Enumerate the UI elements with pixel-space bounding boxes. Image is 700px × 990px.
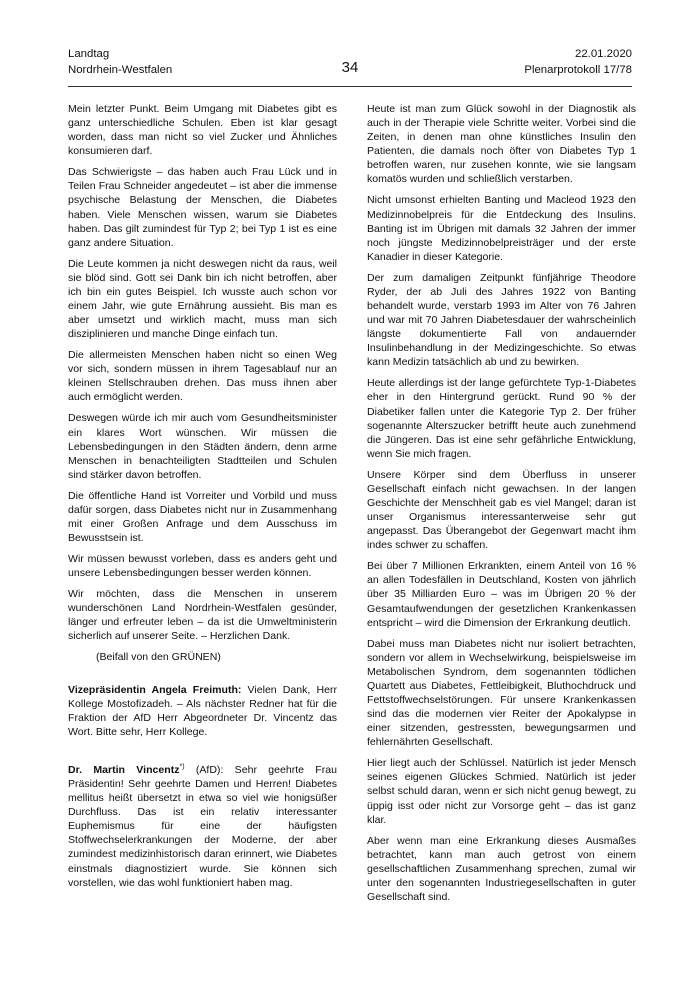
paragraph: Unsere Körper sind dem Überfluss in unserer Gesellschaft einfach nicht gewachsen. In der langen Geschichte der Menschheit gab es viel Mangel; daran ist unser Organismus interessanterweise sehr gut angepasst. Das Überangebot der Gegenwart macht ihm indes schwer zu schaffen. bbox=[367, 468, 636, 552]
paragraph: Die öffentliche Hand ist Vorreiter und Vorbild und muss dafür sorgen, dass Diabetes nicht nur in Zusammenhang mit einer Großen Anfrage und dem Ausschuss im Bewusstsein ist. bbox=[68, 489, 337, 545]
paragraph: Mein letzter Punkt. Beim Umgang mit Diabetes gibt es ganz unterschiedliche Schulen. Eben ist klar gesagt worden, dass man nicht so viel Zucker und Ähnliches konsumieren darf. bbox=[68, 103, 337, 158]
page-header bbox=[68, 46, 632, 84]
paragraph: Wir müssen bewusst vorleben, dass es anders geht und unsere Lebensbedingungen besser werden können. bbox=[68, 553, 337, 580]
vice-president-text: Vielen Dank, Herr Kollege Mostofizadeh. – Als nächster Redner hat für die Fraktion der AfD Herr Abgeordneter Dr. Vincentz das Wort. Bitte sehr, Herr Kollege. bbox=[68, 683, 337, 738]
paragraph: Der zum damaligen Zeitpunkt fünfjährige Theodore Ryder, der ab Juli des Jahres 1922 von Banting behandelt wurde, verstarb 1993 im Alter von 76 Jahren und war mit 70 Jahren Diabetesdauer der wahrscheinlich längste dokumentierte Fall von andauernder Insulinbehandlung in der Medizingeschichte. So etwas kann Medizin tatsächlich ab und zu bewirken. bbox=[367, 271, 636, 369]
header-divider bbox=[68, 86, 632, 87]
header-right bbox=[524, 46, 632, 78]
paragraph: Heute ist man zum Glück sowohl in der Diagnostik als auch in der Therapie viele Schritte weiter. Vorbei sind die Zeiten, in denen man ohne künstliches Insulin den Patienten, die damals noch öfter von Diabetes Typ 1 betroffen waren, nur zusehen konnte, wie sie langsam komatös wurden und schließlich verstarben. bbox=[367, 103, 636, 186]
paragraph: Bei über 7 Millionen Erkrankten, einem Anteil von 16 % an allen Todesfällen in Deutschland, Kosten von jährlich über 35 Milliarden Euro – was im Übrigen 20 % der Gesamtaufwendungen der gesetzlichen Krankenkassen entspricht – wird die Dimension der Erkrankung deutlich. bbox=[367, 560, 636, 629]
paragraph: Deswegen würde ich mir auch vom Gesundheitsminister ein klares Wort wünschen. Wir müssen die Lebensbedingungen in den Städten ändern, denn arme Menschen in benachteiligten Stadtteilen und Schulen sind stärker davon betroffen. bbox=[68, 412, 337, 481]
paragraph: Aber wenn man eine Erkrankung dieses Ausmaßes betrachtet, kann man auch getrost von einem gesellschaftlichen Zusammenhang sprechen, zumal wir unter den sogenannten Industriegesellschaften in guter Gesellschaft sind. bbox=[367, 834, 636, 903]
vice-president-name: Vizepräsidentin Angela Freimuth: bbox=[68, 683, 242, 696]
speaker-footnote-marker: *) bbox=[179, 763, 185, 771]
speaker-name: Dr. Martin Vincentz bbox=[68, 763, 180, 776]
paragraph: Wir möchten, dass die Menschen in unserem wunderschönen Land Nordrhein-Westfalen gesünder, länger und erfreuter leben – da ist die Umweltministerin sicherlich auf unserer Seite. – Herzlichen Dank. bbox=[68, 588, 337, 643]
protocol-number: Plenarprotokoll 17/78 bbox=[524, 64, 632, 76]
left-column bbox=[68, 102, 337, 897]
paragraph: Die Leute kommen ja nicht deswegen nicht da raus, weil sie blöd sind. Gott sei Dank bin ich nicht betroffen, aber ich bin ein gutes Beispiel. Ich wusste auch schon vor einem Jahr, wie gute Ernährung aussieht. Bis man es aber umsetzt und wirklich macht, muss man sich disziplinieren und manche Dinge einfach tun. bbox=[68, 257, 337, 341]
applause-note: (Beifall von den GRÜNEN) bbox=[96, 651, 221, 664]
right-column bbox=[367, 102, 636, 911]
state-name: Nordrhein-Westfalen bbox=[68, 64, 173, 76]
session-date: 22.01.2020 bbox=[574, 48, 632, 60]
paragraph: Die allermeisten Menschen haben nicht so einen Weg vor sich, sondern müssen in ihrem Tagesablauf nur an kleinen Stellschrauben drehen. Das muss ihnen aber auch ermöglicht werden. bbox=[68, 349, 337, 404]
paragraph: Hier liegt auch der Schlüssel. Natürlich ist jeder Mensch seines eigenen Glückes Schmied. Natürlich ist jeder selbst schuld daran, wenn er sich nicht genug bewegt, zu üppig isst oder nicht zur Vorsorge geht – das ist ganz klar. bbox=[367, 757, 636, 826]
paragraph: Heute allerdings ist der lange gefürchtete Typ-1-Diabetes eher in den Hintergrund gerückt. Rund 90 % der Diabetiker fallen unter die Kategorie Typ 2. Der früher sogenannte Alterszucker betrifft heute auch zunehmend die Jüngeren. Das ist eine sehr gefährliche Entwicklung, wenn Sie mich fragen. bbox=[367, 377, 636, 460]
paragraph: Nicht umsonst erhielten Banting und Macleod 1923 den Medizinnobelpreis für die Entdeckung des Insulins. Banting ist im Übrigen mit damals 32 Jahren der immer noch jüngste Medizinnobelpreisträger und der erste Kanadier in dieser Kategorie. bbox=[367, 194, 636, 263]
speaker-statement bbox=[68, 763, 337, 890]
speaker-text: (AfD): Sehr geehrte Frau Präsidentin! Sehr geehrte Damen und Herren! Diabetes mellitus heißt übersetzt in etwa so viel wie honigsüßer Durchfluss. Das ist ein relativ interessanter Euphemismus für eine der häufigsten Stoffwechselerkrankungen der Moderne, der aber zumindest medizinhistorisch daran erinnert, wie Diabetes einstmals diagnostiziert wurde. Sie können sich vorstellen, wie das wohl funktioniert haben mag. bbox=[68, 763, 337, 889]
parliament-name: Landtag bbox=[68, 48, 110, 60]
vice-president-statement bbox=[68, 683, 337, 739]
page-number: 34 bbox=[341, 59, 359, 76]
paragraph: Dabei muss man Diabetes nicht nur isoliert betrachten, sondern vor allem in Wechselwirkung, beispielsweise im Metabolischen Syndrom, dem sogenannten tödlichen Quartett aus Diabetes, Fettleibigkeit, Bluthochdruck und Fettstoffwechselstörungen. Für unsere Krankenkassen sind das die modernen vier Reiter der Apokalypse in einer sitzenden, gestressten, bewegungsarmen und fehlernährten Gesellschaft. bbox=[367, 637, 636, 749]
paragraph: Das Schwierigste – das haben auch Frau Lück und in Teilen Frau Schneider angedeutet – ist aber die immense psychische Belastung der Menschen, die Diabetes haben. Viele Menschen wissen, warum sie Diabetes haben. Das gilt zumindest für Typ 2; bei Typ 1 ist es eine ganz andere Situation. bbox=[68, 166, 337, 249]
